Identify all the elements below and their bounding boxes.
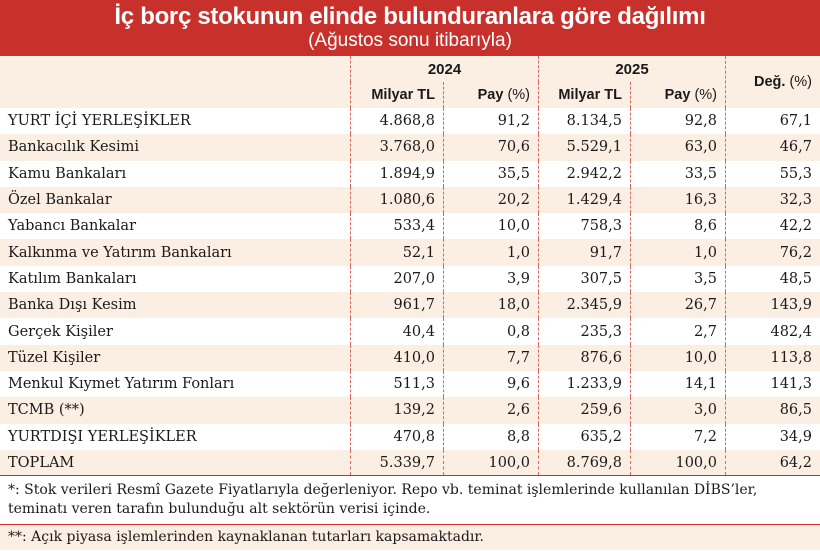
- table-row: [0, 345, 820, 371]
- table-row: [0, 187, 820, 213]
- table-cell-value: 8.134,5: [538, 108, 630, 134]
- table-cell-value: 33,5: [630, 161, 725, 187]
- table-cell-value: 48,5: [725, 266, 820, 292]
- table-cell-value: 46,7: [725, 134, 820, 160]
- table-cell-value: 470,8: [350, 424, 443, 450]
- column-header-label: Milyar TL: [371, 87, 435, 103]
- table-cell-value: 52,1: [350, 239, 443, 265]
- table-row: [0, 450, 820, 476]
- column-header: [350, 82, 443, 108]
- change-header-label: Değ.: [753, 74, 786, 90]
- table-cell-value: 113,8: [725, 345, 820, 371]
- footnote-1-line-2: teminatı veren tarafın bulunduğu alt sektörün verisi içinde.: [8, 501, 431, 518]
- table-cell-value: 100,0: [443, 450, 538, 475]
- year-header-2024: 2024: [350, 56, 538, 82]
- header-row-columns: [0, 82, 820, 108]
- table-cell-value: 7,7: [443, 345, 538, 371]
- table-row: [0, 266, 820, 292]
- row-label: Menkul Kıymet Yatırım Fonları: [8, 376, 235, 393]
- table-cell-value: 55,3: [725, 161, 820, 187]
- table-cell-value: 4.868,8: [350, 108, 443, 134]
- table-cell-value: 1.233,9: [538, 371, 630, 397]
- column-header-label: Pay: [477, 87, 504, 103]
- header-empty-cell: [0, 56, 350, 82]
- table-cell-value: 35,5: [443, 161, 538, 187]
- table-row: [0, 134, 820, 160]
- table-cell-value: 3.768,0: [350, 134, 443, 160]
- table-cell-value: 3,0: [630, 397, 725, 423]
- year-header-2025: 2025: [538, 56, 725, 82]
- table-cell-value: 1,0: [630, 239, 725, 265]
- row-label: Banka Dışı Kesim: [8, 297, 137, 314]
- column-header-label: Pay: [664, 87, 691, 103]
- header-row-years: [0, 56, 820, 82]
- table-cell-value: 10,0: [630, 345, 725, 371]
- table-cell-value: 92,8: [630, 108, 725, 134]
- table-cell-value: 141,3: [725, 371, 820, 397]
- table-cell-value: 86,5: [725, 397, 820, 423]
- row-label: TOPLAM: [8, 454, 75, 471]
- table-cell-value: 8,6: [630, 213, 725, 239]
- header-banner: [0, 0, 820, 56]
- table-cell-value: 2,6: [443, 397, 538, 423]
- table-row: [0, 318, 820, 344]
- table-cell-value: 143,9: [725, 292, 820, 318]
- change-column-header: [725, 56, 820, 108]
- row-label: Kalkınma ve Yatırım Bankaları: [8, 244, 232, 261]
- table-row: [0, 397, 820, 423]
- table-cell-value: 758,3: [538, 213, 630, 239]
- chart-title: İç borç stokunun elinde bulunduranlara göre dağılımı: [114, 3, 706, 30]
- table-cell-value: 40,4: [350, 318, 443, 344]
- row-label: TCMB (**): [8, 402, 85, 419]
- table-cell-value: 3,9: [443, 266, 538, 292]
- table-cell-value: 482,4: [725, 318, 820, 344]
- table-cell-value: 2.345,9: [538, 292, 630, 318]
- table-row: [0, 108, 820, 134]
- row-label: Kamu Bankaları: [8, 165, 127, 182]
- table-cell-value: 5.339,7: [350, 450, 443, 475]
- change-header-unit: (%): [789, 74, 812, 90]
- table-cell-value: 3,5: [630, 266, 725, 292]
- table-cell-value: 91,7: [538, 239, 630, 265]
- column-header-unit: (%): [694, 87, 717, 103]
- table-cell-value: 635,2: [538, 424, 630, 450]
- row-label: Gerçek Kişiler: [8, 323, 113, 340]
- table-cell-value: 34,9: [725, 424, 820, 450]
- table-row: [0, 424, 820, 450]
- table-cell-value: 26,7: [630, 292, 725, 318]
- column-header-unit: (%): [507, 87, 530, 103]
- table-cell-value: 511,3: [350, 371, 443, 397]
- table-cell-value: 10,0: [443, 213, 538, 239]
- table-cell-value: 9,6: [443, 371, 538, 397]
- footnote-2: **: Açık piyasa işlemlerinden kaynaklanan tutarları kapsamaktadır.: [0, 524, 820, 550]
- table-cell-value: 1.080,6: [350, 187, 443, 213]
- table-cell-value: 0,8: [443, 318, 538, 344]
- table-cell-value: 5.529,1: [538, 134, 630, 160]
- table-cell-value: 100,0: [630, 450, 725, 475]
- table-cell-value: 20,2: [443, 187, 538, 213]
- row-label: Katılım Bankaları: [8, 270, 137, 287]
- footnote-1-line-1: *: Stok verileri Resmî Gazete Fiyatlarıyla değerleniyor. Repo vb. teminat işlemlerinde kullanılan DİBS’ler,: [8, 482, 758, 499]
- table-cell-value: 67,1: [725, 108, 820, 134]
- column-header: [630, 82, 725, 108]
- table-cell-value: 2,7: [630, 318, 725, 344]
- header-empty-cell: [0, 82, 350, 108]
- row-label: Özel Bankalar: [8, 192, 112, 209]
- table-cell-value: 42,2: [725, 213, 820, 239]
- table-cell-value: 961,7: [350, 292, 443, 318]
- table-cell-value: 63,0: [630, 134, 725, 160]
- table-cell-value: 207,0: [350, 266, 443, 292]
- table-cell-value: 410,0: [350, 345, 443, 371]
- table-body: [0, 108, 820, 476]
- table-cell-value: 7,2: [630, 424, 725, 450]
- table-cell-value: 307,5: [538, 266, 630, 292]
- table-cell-value: 91,2: [443, 108, 538, 134]
- table-cell-value: 2.942,2: [538, 161, 630, 187]
- table-cell-value: 139,2: [350, 397, 443, 423]
- table-cell-value: 1.894,9: [350, 161, 443, 187]
- table-cell-value: 16,3: [630, 187, 725, 213]
- column-header: [538, 82, 630, 108]
- table-row: [0, 292, 820, 318]
- table-row: [0, 239, 820, 265]
- table-cell-value: 14,1: [630, 371, 725, 397]
- column-header: [443, 82, 538, 108]
- table-cell-value: 8,8: [443, 424, 538, 450]
- table-cell-value: 235,3: [538, 318, 630, 344]
- row-label: YURT İÇİ YERLEŞİKLER: [8, 113, 191, 130]
- data-table: [0, 56, 820, 476]
- table-row: [0, 213, 820, 239]
- row-label: Yabancı Bankalar: [8, 218, 137, 235]
- chart-subtitle: (Ağustos sonu itibarıyla): [308, 30, 512, 51]
- table-cell-value: 533,4: [350, 213, 443, 239]
- table-cell-value: 1,0: [443, 239, 538, 265]
- table-cell-value: 32,3: [725, 187, 820, 213]
- table-cell-value: 8.769,8: [538, 450, 630, 475]
- table-row: [0, 371, 820, 397]
- table-cell-value: 259,6: [538, 397, 630, 423]
- footnote-1: [0, 476, 820, 519]
- row-label: Tüzel Kişiler: [8, 349, 101, 366]
- table-row: [0, 161, 820, 187]
- table-cell-value: 876,6: [538, 345, 630, 371]
- table-cell-value: 64,2: [725, 450, 820, 475]
- table-cell-value: 18,0: [443, 292, 538, 318]
- table-cell-value: 1.429,4: [538, 187, 630, 213]
- row-label: YURTDIŞI YERLEŞİKLER: [8, 428, 197, 445]
- column-header-label: Milyar TL: [558, 87, 622, 103]
- table-cell-value: 76,2: [725, 239, 820, 265]
- table-cell-value: 70,6: [443, 134, 538, 160]
- row-label: Bankacılık Kesimi: [8, 139, 139, 156]
